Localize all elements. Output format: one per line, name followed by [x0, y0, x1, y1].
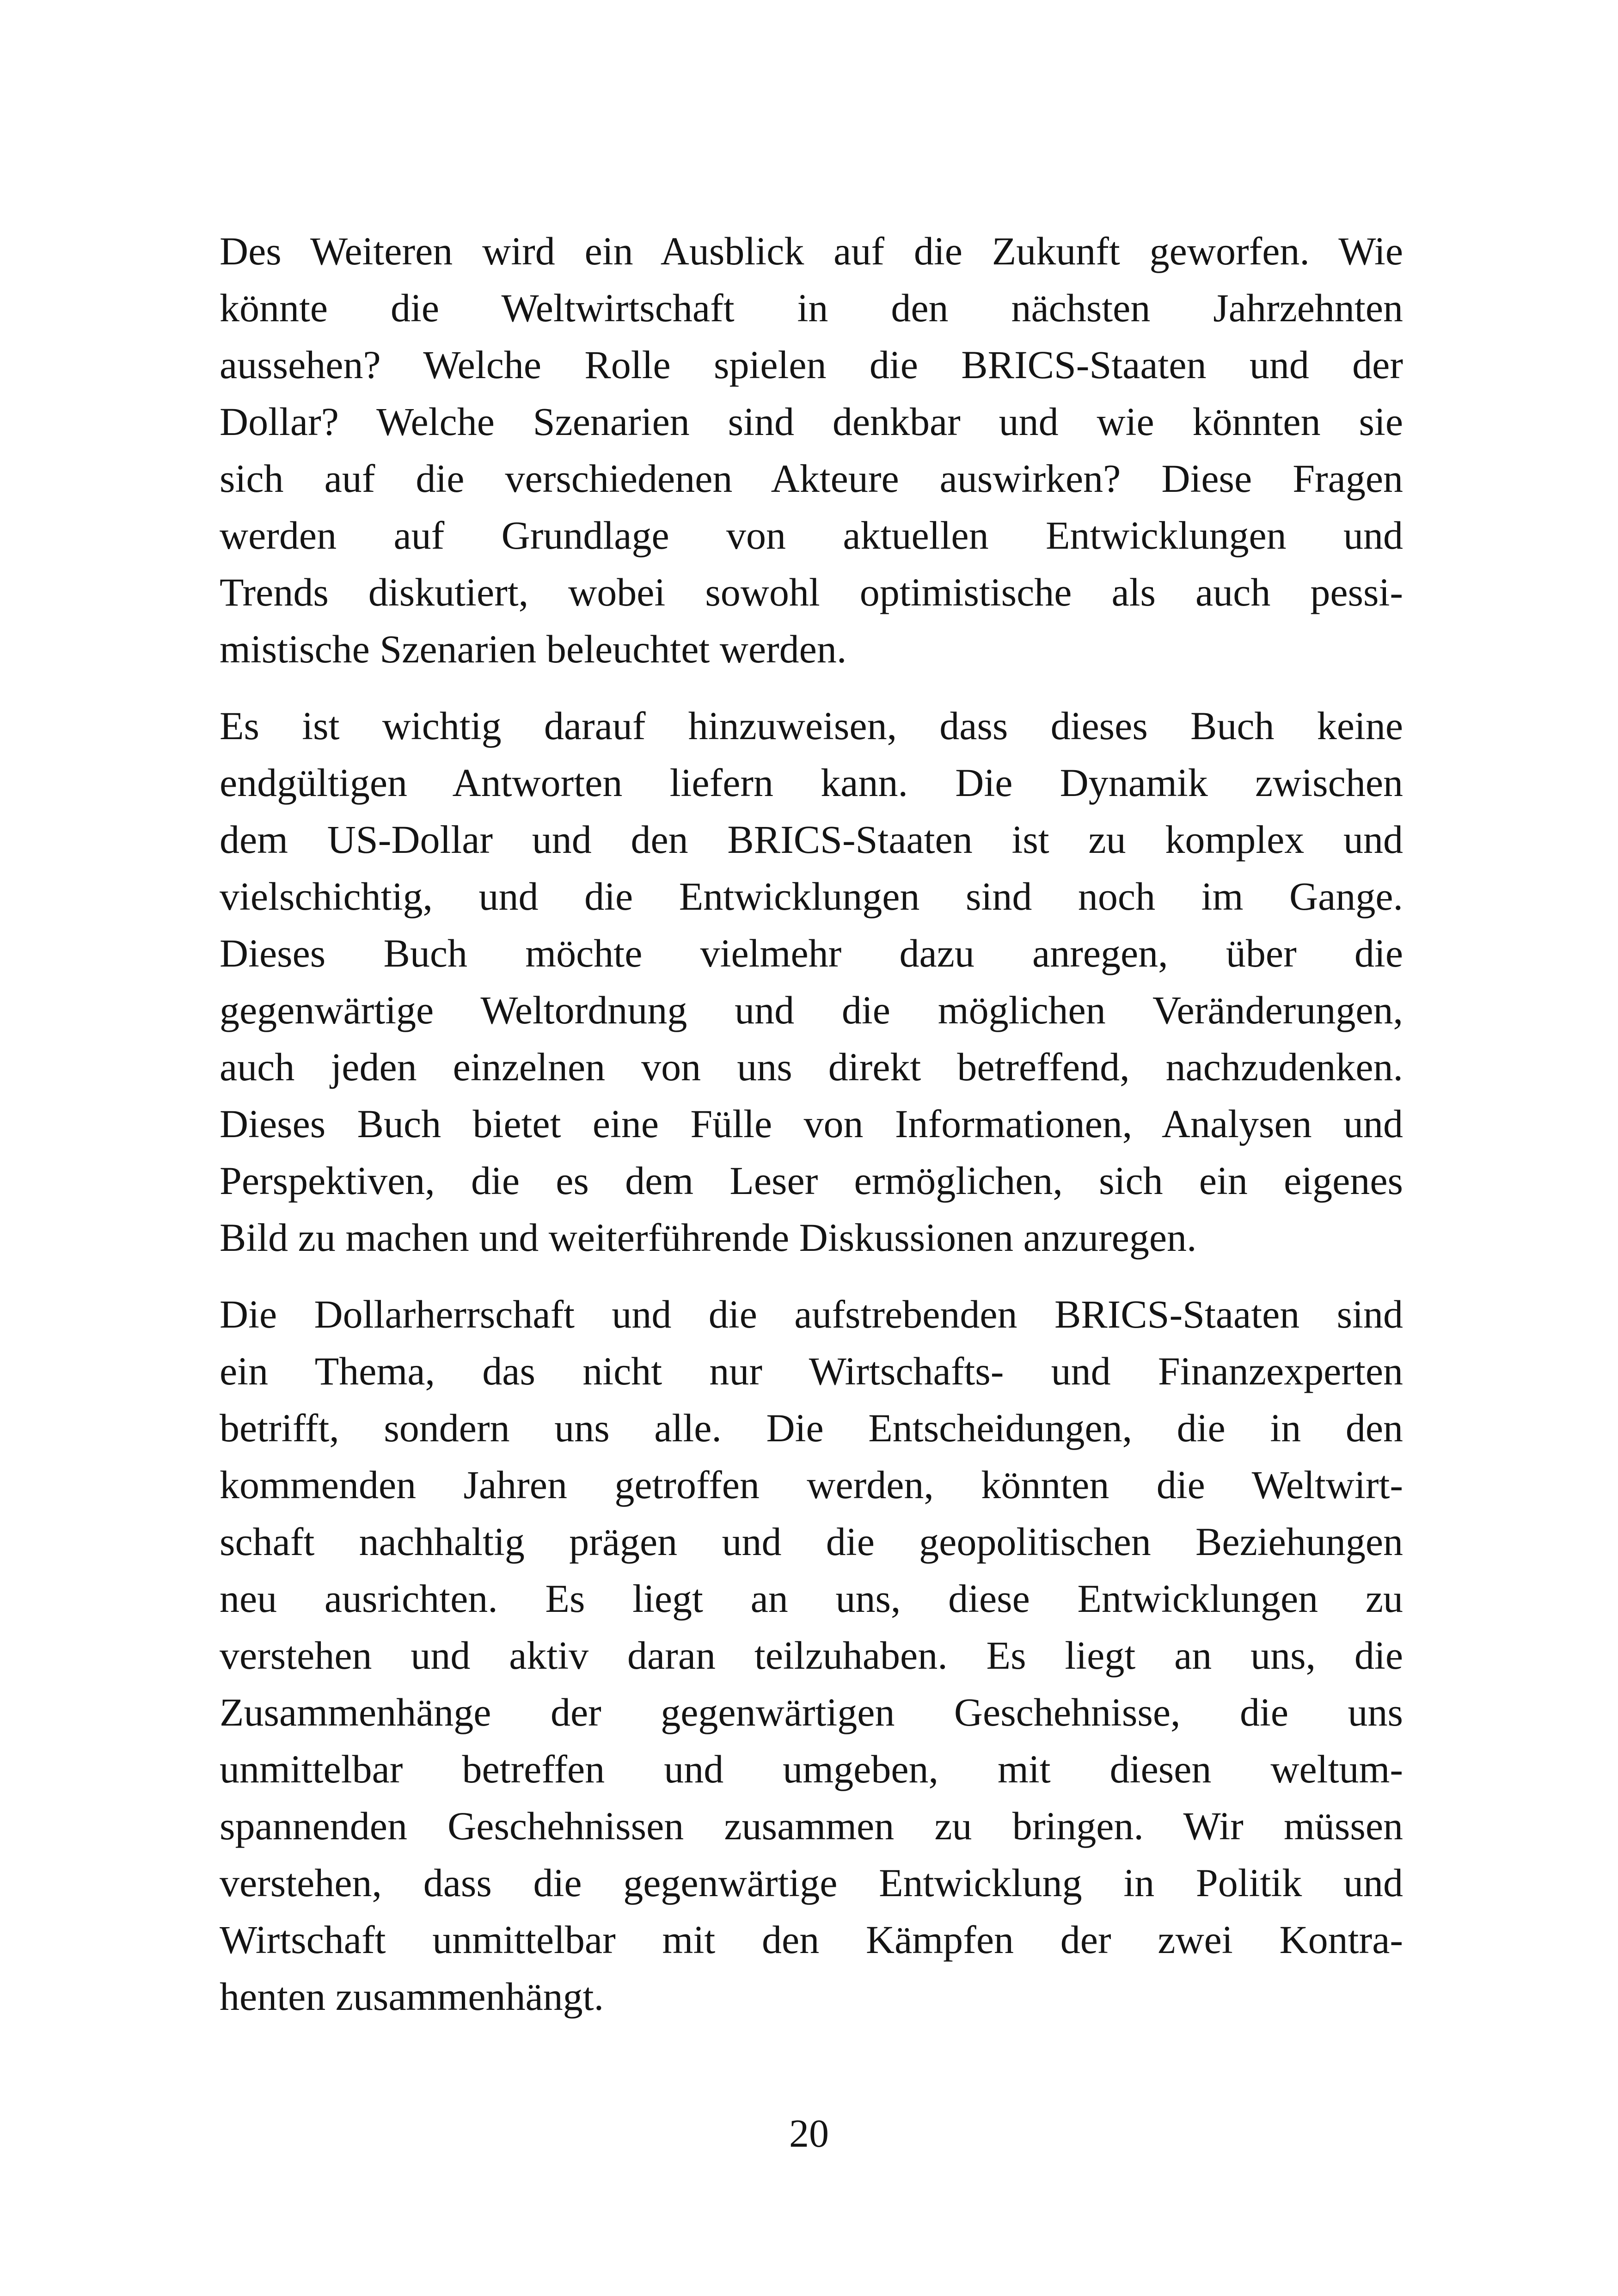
- text-line: ein Thema, das nicht nur Wirtschafts- und Finanzexperten: [220, 1349, 1403, 1393]
- text-line: Perspektiven, die es dem Leser ermöglichen, sich ein eigenes: [220, 1158, 1403, 1203]
- text-line: schaft nachhaltig prägen und die geopolitischen Beziehungen: [220, 1519, 1403, 1564]
- text-line: Dieses Buch bietet eine Fülle von Informationen, Analysen und: [220, 1102, 1403, 1146]
- page-number: 20: [789, 2111, 829, 2155]
- text-line: endgültigen Antworten liefern kann. Die Dynamik zwischen: [220, 760, 1403, 805]
- paragraph-3: [220, 1286, 1403, 2025]
- text-line: kommenden Jahren getroffen werden, könnten die Weltwirt-: [220, 1463, 1403, 1507]
- text-line: aussehen? Welche Rolle spielen die BRICS-Staaten und der: [220, 343, 1403, 387]
- text-line: spannenden Geschehnissen zusammen zu bringen. Wir müssen: [220, 1804, 1403, 1848]
- text-line: Dollar? Welche Szenarien sind denkbar und wie könnten sie: [220, 399, 1403, 444]
- paragraph-2: [220, 698, 1403, 1266]
- text-line: unmittelbar betreffen und umgeben, mit diesen weltum-: [220, 1747, 1403, 1791]
- text-line: Dieses Buch möchte vielmehr dazu anregen, über die: [220, 931, 1403, 975]
- text-line: sich auf die verschiedenen Akteure auswirken? Diese Fragen: [220, 456, 1403, 501]
- text-line: gegenwärtige Weltordnung und die möglichen Veränderungen,: [220, 988, 1403, 1032]
- text-line: Zusammenhänge der gegenwärtigen Geschehnisse, die uns: [220, 1690, 1403, 1734]
- text-line: dem US-Dollar und den BRICS-Staaten ist zu komplex und: [220, 817, 1403, 862]
- text-line: verstehen, dass die gegenwärtige Entwicklung in Politik und: [220, 1861, 1403, 1905]
- text-line: könnte die Weltwirtschaft in den nächsten Jahrzehnten: [220, 286, 1403, 330]
- text-line: vielschichtig, und die Entwicklungen sind noch im Gange.: [220, 874, 1403, 918]
- text-line: Bild zu machen und weiterführende Diskussionen anzuregen.: [220, 1215, 1197, 1260]
- text-line: Die Dollarherrschaft und die aufstrebenden BRICS-Staaten sind: [220, 1292, 1403, 1336]
- text-line: Trends diskutiert, wobei sowohl optimistische als auch pessi-: [220, 570, 1403, 614]
- text-line: werden auf Grundlage von aktuellen Entwicklungen und: [220, 513, 1403, 557]
- text-line: mistische Szenarien beleuchtet werden.: [220, 627, 847, 671]
- text-line: neu ausrichten. Es liegt an uns, diese Entwicklungen zu: [220, 1576, 1403, 1621]
- paragraph-1: [220, 223, 1403, 678]
- text-line: verstehen und aktiv daran teilzuhaben. Es liegt an uns, die: [220, 1633, 1403, 1678]
- text-line: Des Weiteren wird ein Ausblick auf die Zukunft geworfen. Wie: [220, 229, 1403, 273]
- text-line: auch jeden einzelnen von uns direkt betreffend, nachzudenken.: [220, 1045, 1403, 1089]
- text-line: Wirtschaft unmittelbar mit den Kämpfen der zwei Kontra-: [220, 1917, 1403, 1962]
- body-text: [220, 223, 1403, 2025]
- text-line: Es ist wichtig darauf hinzuweisen, dass dieses Buch keine: [220, 704, 1403, 748]
- text-line: betrifft, sondern uns alle. Die Entscheidungen, die in den: [220, 1406, 1403, 1450]
- text-line: henten zusammenhängt.: [220, 1974, 604, 2019]
